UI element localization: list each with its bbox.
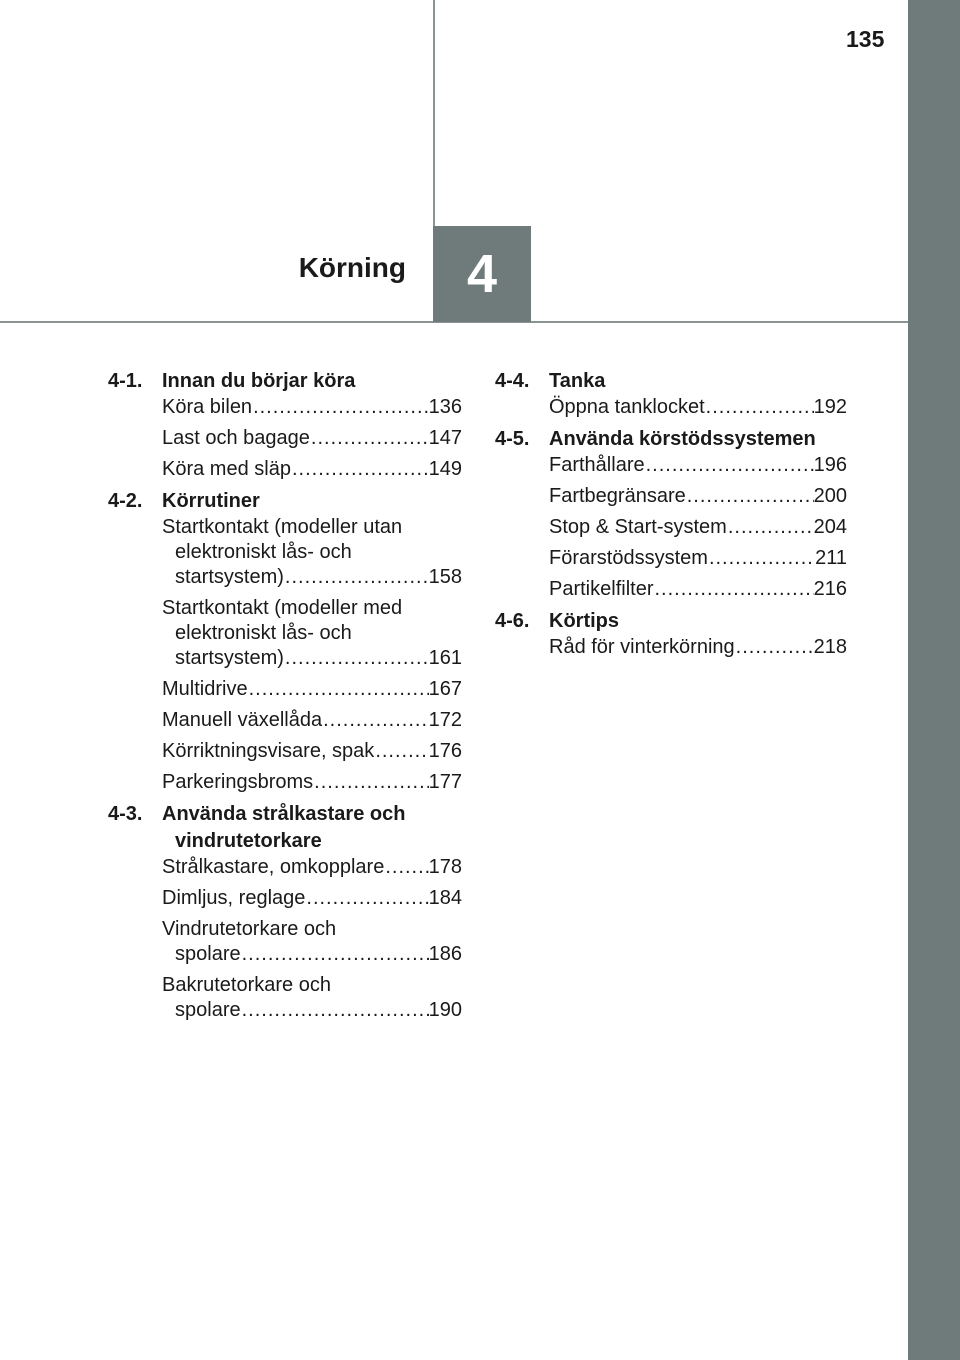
page-number: 135: [846, 26, 885, 52]
entry-line: [549, 635, 847, 660]
entry-page-number: 204: [813, 516, 847, 538]
entry-title: Multidrive: [162, 678, 248, 700]
chapter-side-tab: [908, 0, 960, 1360]
dot-leader: [384, 855, 428, 880]
dot-leader: [284, 646, 429, 671]
entry-line: [162, 708, 462, 733]
entry-line: [175, 942, 462, 967]
dot-leader: [645, 453, 814, 478]
entry-page-number: 216: [813, 578, 847, 600]
entry-page-number: 178: [428, 856, 462, 878]
section-number: 4-3.: [108, 803, 143, 825]
entry-line: [175, 998, 462, 1023]
entry-title: Körriktningsvisare, spak: [162, 740, 375, 762]
toc-entry[interactable]: [162, 515, 462, 590]
dot-leader: [252, 395, 429, 420]
entry-line: [162, 739, 462, 764]
entry-page-number: 177: [428, 771, 462, 793]
entry-line: [162, 886, 462, 911]
toc-entry[interactable]: [162, 855, 462, 880]
dot-leader: [310, 426, 429, 451]
toc-entry[interactable]: [162, 395, 462, 420]
toc-column-left: [108, 368, 462, 1029]
entry-continuation: [162, 942, 462, 967]
dot-leader: [284, 565, 429, 590]
toc-entry[interactable]: [162, 973, 462, 1023]
chapter-number-box: [433, 226, 531, 322]
entry-line: [162, 395, 462, 420]
entry-line: [549, 484, 847, 509]
entry-page-number: 167: [428, 678, 462, 700]
dot-leader: [322, 708, 429, 733]
dot-leader: [708, 546, 815, 571]
toc-entry[interactable]: [549, 546, 847, 571]
section-title: Använda körstödssystemen: [549, 428, 816, 450]
entry-line: [162, 677, 462, 702]
toc-section: [108, 801, 462, 1023]
toc-entry[interactable]: [162, 917, 462, 967]
section-number: 4-4.: [495, 370, 530, 392]
dot-leader: [735, 635, 814, 660]
dot-leader: [705, 395, 814, 420]
entry-line: [162, 426, 462, 451]
entry-title: Parkeringsbroms: [162, 771, 314, 793]
dot-leader: [305, 886, 428, 911]
entry-page-number: 218: [813, 636, 847, 658]
section-number: 4-6.: [495, 610, 530, 632]
entry-title-line: elektroniskt lås- och: [175, 541, 352, 563]
toc-entry[interactable]: [549, 484, 847, 509]
entry-page-number: 190: [428, 999, 462, 1021]
entry-title-line: Startkontakt (modeller utan: [162, 516, 403, 538]
header-vertical-rule: [433, 0, 435, 226]
toc-section: [495, 368, 847, 420]
entry-continuation: [162, 998, 462, 1023]
entry-title: spolare: [175, 999, 241, 1021]
section-title: Använda strålkastare och vindrutetorkare: [162, 803, 406, 852]
entry-line: [162, 770, 462, 795]
entry-title: spolare: [175, 943, 241, 965]
entry-line: [175, 565, 462, 590]
toc-entry[interactable]: [162, 426, 462, 451]
section-number: 4-1.: [108, 370, 143, 392]
entry-page-number: 136: [428, 396, 462, 418]
entry-title: Partikelfilter: [549, 578, 654, 600]
entry-continuation: [162, 540, 462, 590]
entry-title-line: Vindrutetorkare och: [162, 918, 337, 940]
toc-entry[interactable]: [162, 770, 462, 795]
dot-leader: [291, 457, 429, 482]
entry-title-line: elektroniskt lås- och: [175, 622, 352, 644]
entry-page-number: 147: [428, 427, 462, 449]
section-number: 4-5.: [495, 428, 530, 450]
toc-section-heading: [495, 608, 847, 635]
chapter-title: Körning: [298, 252, 406, 283]
dot-leader: [374, 739, 428, 764]
entry-page-number: 211: [815, 547, 847, 569]
toc-entry[interactable]: [162, 457, 462, 482]
toc-section: [108, 488, 462, 795]
entry-line: [549, 453, 847, 478]
dot-leader: [241, 942, 429, 967]
entry-page-number: 196: [813, 454, 847, 476]
entry-line: [162, 855, 462, 880]
entry-title-line: Bakrutetorkare och: [162, 974, 331, 996]
entry-title: Manuell växellåda: [162, 709, 323, 731]
entry-page-number: 161: [428, 647, 462, 669]
entry-page-number: 200: [813, 485, 847, 507]
dot-leader: [248, 677, 429, 702]
entry-title: Stop & Start-system: [549, 516, 727, 538]
section-title: Körrutiner: [162, 490, 260, 512]
toc-entry[interactable]: [549, 515, 847, 540]
toc-section: [495, 608, 847, 660]
entry-line: [549, 577, 847, 602]
entry-title: Farthållare: [549, 454, 645, 476]
entry-title: Köra med släp: [162, 458, 291, 480]
toc-section: [108, 368, 462, 482]
dot-leader: [653, 577, 813, 602]
entry-title: Råd för vinterkörning: [549, 636, 735, 658]
entry-title-line: Startkontakt (modeller med: [162, 597, 403, 619]
entry-title: Fartbegränsare: [549, 485, 686, 507]
entry-title: startsystem): [175, 566, 284, 588]
entry-continuation: [162, 621, 462, 671]
chapter-number: 4: [466, 244, 498, 304]
dot-leader: [313, 770, 428, 795]
toc-section-heading: [495, 426, 847, 453]
entry-page-number: 158: [428, 566, 462, 588]
entry-title: Dimljus, reglage: [162, 887, 306, 909]
toc-entry[interactable]: [162, 739, 462, 764]
toc-section-heading: [495, 368, 847, 395]
entry-line: [175, 646, 462, 671]
entry-page-number: 184: [428, 887, 462, 909]
toc-section-heading: [108, 488, 462, 515]
entry-line: [549, 515, 847, 540]
toc-section-heading: [108, 801, 462, 855]
dot-leader: [727, 515, 814, 540]
entry-title: Last och bagage: [162, 427, 310, 449]
toc-section: [495, 426, 847, 602]
entry-page-number: 186: [428, 943, 462, 965]
toc-entry[interactable]: [549, 635, 847, 660]
toc-entry[interactable]: [549, 577, 847, 602]
entry-page-number: 192: [813, 396, 847, 418]
entry-page-number: 149: [428, 458, 462, 480]
toc-section-heading: [108, 368, 462, 395]
entry-line: [549, 546, 847, 571]
entry-line: [162, 457, 462, 482]
entry-page-number: 176: [428, 740, 462, 762]
section-title: Innan du börjar köra: [162, 370, 356, 392]
section-title: Tanka: [549, 370, 606, 392]
entry-line: [549, 395, 847, 420]
dot-leader: [686, 484, 814, 509]
entry-title: Förarstödssystem: [549, 547, 708, 569]
toc-entry[interactable]: [162, 886, 462, 911]
toc-entry[interactable]: [162, 708, 462, 733]
entry-title: Köra bilen: [162, 396, 253, 418]
entry-title: Strålkastare, omkopplare: [162, 856, 385, 878]
dot-leader: [241, 998, 429, 1023]
toc-column-right: [495, 368, 847, 666]
entry-title: startsystem): [175, 647, 284, 669]
toc-entry[interactable]: [549, 395, 847, 420]
toc-entry[interactable]: [162, 596, 462, 671]
section-number: 4-2.: [108, 490, 143, 512]
toc-entry[interactable]: [162, 677, 462, 702]
toc-entry[interactable]: [549, 453, 847, 478]
entry-title: Öppna tanklocket: [549, 396, 705, 418]
section-title: Körtips: [549, 610, 619, 632]
entry-page-number: 172: [428, 709, 462, 731]
